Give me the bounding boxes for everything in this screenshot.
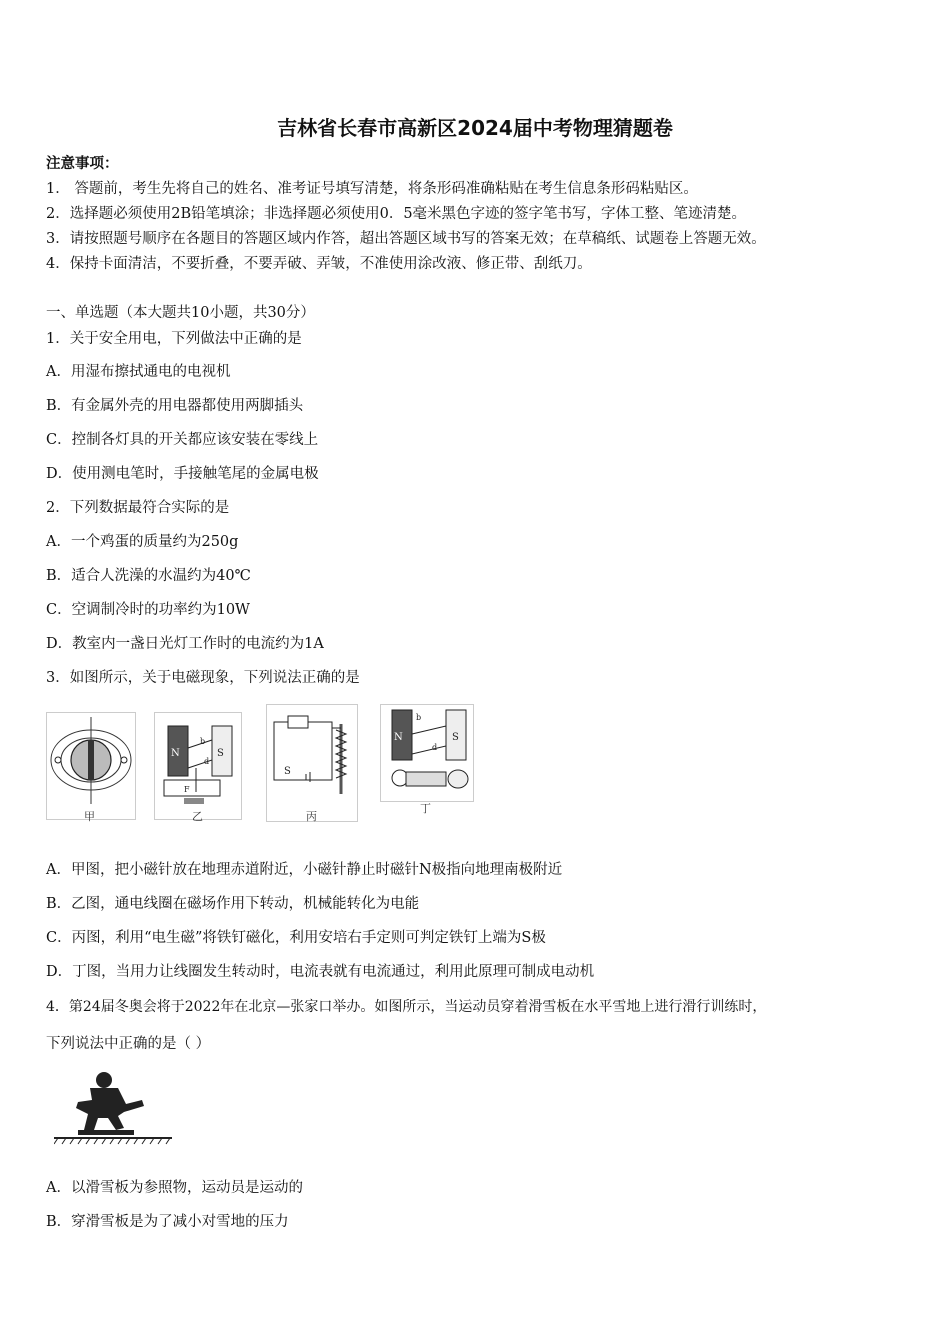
label-d: d	[432, 743, 438, 752]
option-d: D．使用测电笔时，手接触笔尾的金属电极	[46, 466, 319, 482]
option-a: A．用湿布擦拭通电的电视机	[46, 364, 231, 380]
option-a: A．以滑雪板为参照物，运动员是运动的	[46, 1180, 303, 1196]
option-b: B．穿滑雪板是为了减小对雪地的压力	[46, 1214, 289, 1230]
figure-caption: 乙	[192, 810, 203, 823]
label-b: b	[416, 713, 422, 722]
page-title: 吉林省长春市高新区2024届中考物理猜题卷	[277, 116, 673, 140]
figure-caption: 丙	[306, 810, 317, 823]
option-d: D．丁图，当用力让线圈发生转动时，电流表就有电流通过，利用此原理可制成电动机	[46, 964, 595, 980]
electromagnet-circuit-figure	[266, 704, 358, 822]
label-f: F	[184, 785, 190, 794]
label-s: S	[452, 732, 459, 743]
option-a: A．一个鸡蛋的质量约为250g	[46, 534, 239, 550]
section-heading: 一、单选题（本大题共10小题，共30分）	[46, 305, 315, 321]
question-stem: 4．第24届冬奥会将于2022年在北京—张家口举办。如图所示，当运动员穿着滑雪板在水平雪地上进行滑行训练时，	[46, 999, 767, 1015]
option-c: C．空调制冷时的功率约为10W	[46, 602, 250, 618]
notice-item: 2．选择题必须使用2B铅笔填涂；非选择题必须使用0．5毫米黑色字迹的签字笔书写，字体工整、笔迹清楚。	[46, 206, 747, 222]
label-d: d	[204, 757, 210, 766]
option-b: B．有金属外壳的用电器都使用两脚插头	[46, 398, 304, 414]
question-stem: 1．关于安全用电，下列做法中正确的是	[46, 331, 302, 347]
figure-caption: 甲	[84, 810, 95, 823]
notice-item: 4．保持卡面清洁，不要折叠，不要弄破、弄皱，不准使用涂改液、修正带、刮纸刀。	[46, 256, 592, 272]
label-n: N	[394, 732, 403, 743]
motor-figure	[154, 712, 242, 820]
option-b: B．乙图，通电线圈在磁场作用下转动，机械能转化为电能	[46, 896, 420, 912]
figure-caption: 丁	[420, 802, 431, 815]
label-n: N	[171, 748, 180, 759]
question-stem-continued: 下列说法中正确的是（ ）	[46, 1036, 211, 1052]
question-stem: 3．如图所示，关于电磁现象，下列说法正确的是	[46, 670, 360, 686]
notice-item: 1． 答题前，考生先将自己的姓名、准考证号填写清楚，将条形码准确粘贴在考生信息条形码粘贴区。	[46, 181, 698, 197]
option-c: C．控制各灯具的开关都应该安装在零线上	[46, 432, 319, 448]
question-stem: 2．下列数据最符合实际的是	[46, 500, 230, 516]
snowboarder-figure	[54, 1070, 174, 1146]
label-s: S	[217, 748, 224, 759]
label-b: b	[200, 737, 206, 746]
option-a: A．甲图，把小磁针放在地理赤道附近，小磁针静止时磁针N极指向地理南极附近	[46, 862, 563, 878]
generator-figure	[380, 704, 474, 802]
notice-item: 3．请按照题号顺序在各题目的答题区域内作答，超出答题区域书写的答案无效；在草稿纸、试题卷上答题无效。	[46, 231, 766, 247]
option-b: B．适合人洗澡的水温约为40℃	[46, 568, 251, 584]
earth-magnetic-field-figure	[46, 712, 136, 820]
notice-heading: 注意事项：	[46, 155, 119, 172]
option-c: C．丙图，利用“电生磁”将铁钉磁化，利用安培右手定则可判定铁钉上端为S极	[46, 930, 546, 946]
option-d: D．教室内一盏日光灯工作时的电流约为1A	[46, 636, 324, 652]
label-switch: S	[284, 766, 291, 777]
